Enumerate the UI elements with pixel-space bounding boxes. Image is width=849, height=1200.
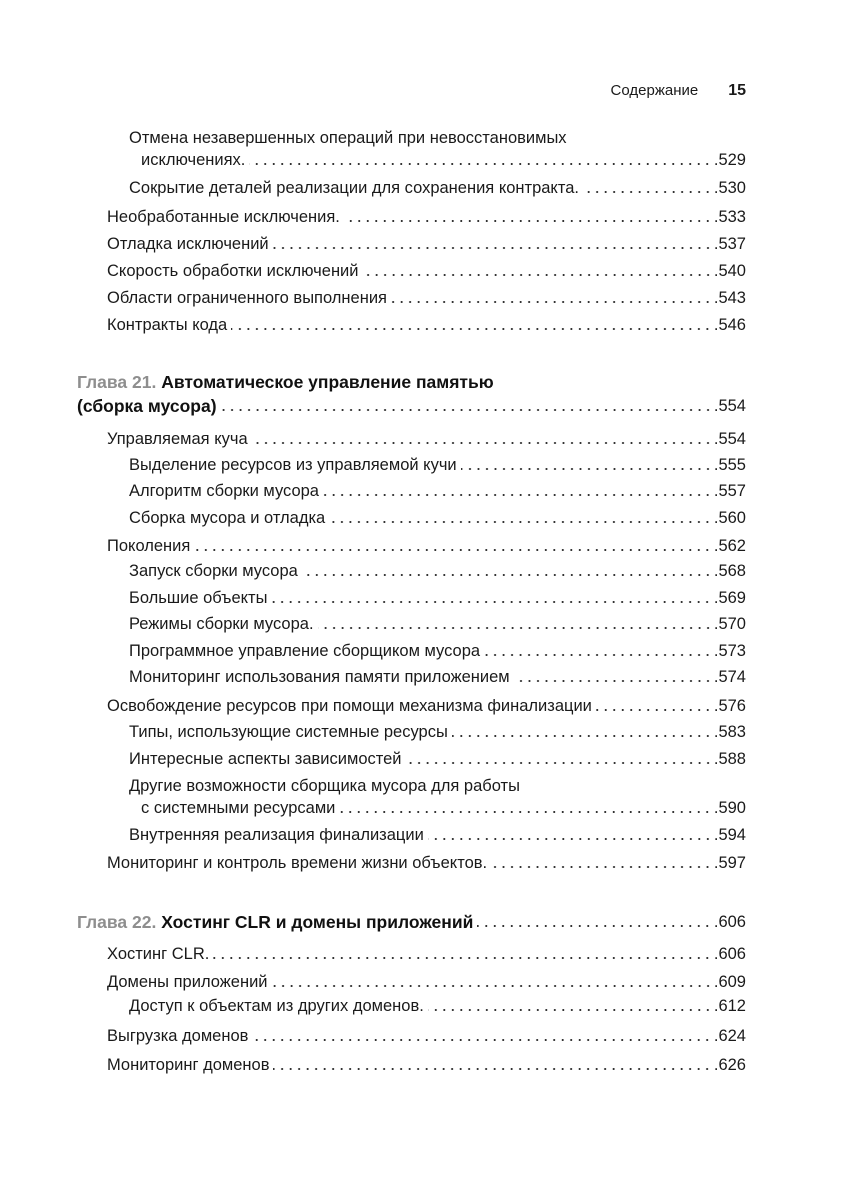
toc-entry[interactable] <box>107 309 746 335</box>
toc-entry-text: Выделение ресурсов из управляемой кучи <box>129 456 457 474</box>
toc-entry[interactable] <box>107 847 746 873</box>
chapter-title: Хостинг CLR и домены приложений <box>161 912 474 932</box>
dot-leader <box>391 301 712 303</box>
dot-leader <box>273 247 712 249</box>
toc-entry-text: Режимы сборки мусора. <box>129 615 314 633</box>
toc-entry[interactable] <box>129 743 746 769</box>
toc-entry[interactable] <box>107 938 746 964</box>
toc-entry[interactable] <box>129 502 746 528</box>
toc-entry-text: Другие возможности сборщика мусора для работы <box>129 777 520 795</box>
dot-leader <box>477 925 712 927</box>
toc-entry-text: Запуск сборки мусора <box>129 562 298 580</box>
dot-leader <box>452 735 712 737</box>
running-header <box>0 80 746 102</box>
dot-leader <box>363 274 712 276</box>
toc-entry-text: Внутренняя реализация финализации <box>129 826 424 844</box>
toc-entry-text: Сокрытие деталей реализации для сохранения контракта. <box>129 179 579 197</box>
toc-entry-page: .612 <box>713 997 746 1015</box>
chapter-title: Автоматическое управление памятью <box>161 372 494 392</box>
toc-entry-page: .594 <box>713 826 746 844</box>
toc-entry-page: .574 <box>713 668 746 686</box>
toc-entry[interactable] <box>107 1049 746 1075</box>
dot-leader <box>514 680 712 682</box>
dot-leader <box>213 957 712 959</box>
toc-entry-text: Освобождение ресурсов при помощи механизма финализации <box>107 697 592 715</box>
toc-entry[interactable] <box>107 690 746 716</box>
dot-leader <box>491 866 712 868</box>
toc-entry-text: Мониторинг и контроль времени жизни объектов. <box>107 854 488 872</box>
toc-entry-page: .530 <box>713 179 746 197</box>
chapter-heading[interactable] <box>77 906 746 932</box>
toc-entry-text: Хостинг CLR. <box>107 945 210 963</box>
toc-entry-text: Отладка исключений <box>107 235 269 253</box>
chapter-title: (сборка мусора) <box>77 396 217 416</box>
dot-leader <box>344 220 712 222</box>
toc-entry-text: Необработанные исключения. <box>107 208 340 226</box>
toc-entry-page: .609 <box>713 973 746 991</box>
toc-entry[interactable] <box>141 144 746 170</box>
toc-entry[interactable] <box>129 449 746 475</box>
toc-entry-text: с системными ресурсами <box>141 799 336 817</box>
dot-leader <box>249 163 711 165</box>
chapter-label: Глава 22. <box>77 912 157 932</box>
toc-entry-page: .560 <box>713 509 746 527</box>
toc-entry-text: Программное управление сборщиком мусора <box>129 642 481 660</box>
toc-entry[interactable] <box>129 582 746 608</box>
toc-entry-text: Домены приложений <box>107 973 268 991</box>
toc-entry-page: .576 <box>713 697 746 715</box>
dot-leader <box>302 574 712 576</box>
dot-leader <box>252 1039 711 1041</box>
dot-leader <box>583 191 712 193</box>
toc-entry-page: .568 <box>713 562 746 580</box>
toc-entry-text: Доступ к объектам из других доменов. <box>129 997 424 1015</box>
running-header-title: Содержание <box>610 82 699 99</box>
toc-entry-page: .554 <box>713 430 746 448</box>
toc-entry-text: Сборка мусора и отладка <box>129 509 326 527</box>
dot-leader <box>273 1068 711 1070</box>
toc-entry[interactable] <box>129 172 746 198</box>
dot-leader <box>428 838 712 840</box>
dot-leader <box>339 811 711 813</box>
toc-entry-text: Мониторинг использования памяти приложением <box>129 668 510 686</box>
toc-entry-text: Интересные аспекты зависимостей <box>129 750 402 768</box>
toc-entry-page: .569 <box>713 589 746 607</box>
dot-leader <box>323 494 712 496</box>
dot-leader <box>194 549 712 551</box>
dot-leader <box>271 601 711 603</box>
dot-leader <box>484 654 712 656</box>
toc-entry-page: .543 <box>713 289 746 307</box>
toc-entry[interactable] <box>107 530 746 556</box>
chapter-heading-text <box>77 912 473 932</box>
toc-entry-page: .540 <box>713 262 746 280</box>
toc-entry-text: исключениях. <box>141 151 246 169</box>
dot-leader <box>221 409 712 411</box>
toc-entry[interactable] <box>107 1020 746 1046</box>
toc-entry[interactable] <box>129 819 746 845</box>
toc-entry[interactable] <box>107 255 746 281</box>
toc-entry[interactable] <box>129 990 746 1016</box>
toc-entry-text: Отмена незавершенных операций при невосстановимых <box>129 129 567 147</box>
toc-entry-page: .554 <box>713 397 746 415</box>
toc-entry-page: .562 <box>713 537 746 555</box>
toc-entry-page: .533 <box>713 208 746 226</box>
dot-leader <box>231 328 712 330</box>
toc-entry-page: .597 <box>713 854 746 872</box>
toc-entry[interactable] <box>129 635 746 661</box>
chapter-label: Глава 21. <box>77 372 157 392</box>
toc-entry[interactable] <box>107 423 746 449</box>
chapter-heading-first-line <box>77 366 494 392</box>
toc-entry-page: .546 <box>713 316 746 334</box>
toc-entry-page: .606 <box>713 945 746 963</box>
toc-entry-page: .590 <box>713 799 746 817</box>
toc-entry-page: .583 <box>713 723 746 741</box>
toc-entry-text: Большие объекты <box>129 589 268 607</box>
toc-entry-text: Мониторинг доменов <box>107 1056 270 1074</box>
dot-leader <box>318 627 712 629</box>
toc-entry[interactable] <box>107 201 746 227</box>
toc-entry-text: Типы, использующие системные ресурсы <box>129 723 448 741</box>
dot-leader <box>461 468 712 470</box>
toc-entry-text: Области ограниченного выполнения <box>107 289 387 307</box>
toc-entry-text: Выгрузка доменов <box>107 1027 249 1045</box>
toc-entry-page: .537 <box>713 235 746 253</box>
toc-entry-page: .606 <box>713 913 746 931</box>
toc-entry[interactable] <box>129 555 746 581</box>
toc-entry[interactable] <box>129 661 746 687</box>
toc-entry-text: Поколения <box>107 537 191 555</box>
toc-entry-text: Алгоритм сборки мусора <box>129 482 319 500</box>
toc-entry-page: .626 <box>713 1056 746 1074</box>
dot-leader <box>428 1009 712 1011</box>
toc-entry-page: .573 <box>713 642 746 660</box>
toc-entry[interactable] <box>129 716 746 742</box>
toc-entry-page: .555 <box>713 456 746 474</box>
toc-entry-text: Управляемая куча <box>107 430 248 448</box>
toc-entry[interactable] <box>107 282 746 308</box>
dot-leader <box>596 709 712 711</box>
toc-entry-page: .529 <box>713 151 746 169</box>
toc-entry-page: .570 <box>713 615 746 633</box>
toc-entry[interactable] <box>141 792 746 818</box>
toc-entry[interactable] <box>107 966 746 992</box>
toc-entry-page: .588 <box>713 750 746 768</box>
toc-entry-text: Скорость обработки исключений <box>107 262 359 280</box>
toc-entry-page: .557 <box>713 482 746 500</box>
page-number: 15 <box>728 82 746 99</box>
chapter-heading[interactable] <box>77 390 746 416</box>
toc-entry[interactable] <box>107 228 746 254</box>
toc-entry[interactable] <box>129 608 746 634</box>
dot-leader <box>406 762 712 764</box>
dot-leader <box>252 442 712 444</box>
toc-entry-text: Контракты кода <box>107 316 228 334</box>
dot-leader <box>329 521 712 523</box>
dot-leader <box>272 985 712 987</box>
toc-entry-page: .624 <box>713 1027 746 1045</box>
toc-entry[interactable] <box>129 475 746 501</box>
